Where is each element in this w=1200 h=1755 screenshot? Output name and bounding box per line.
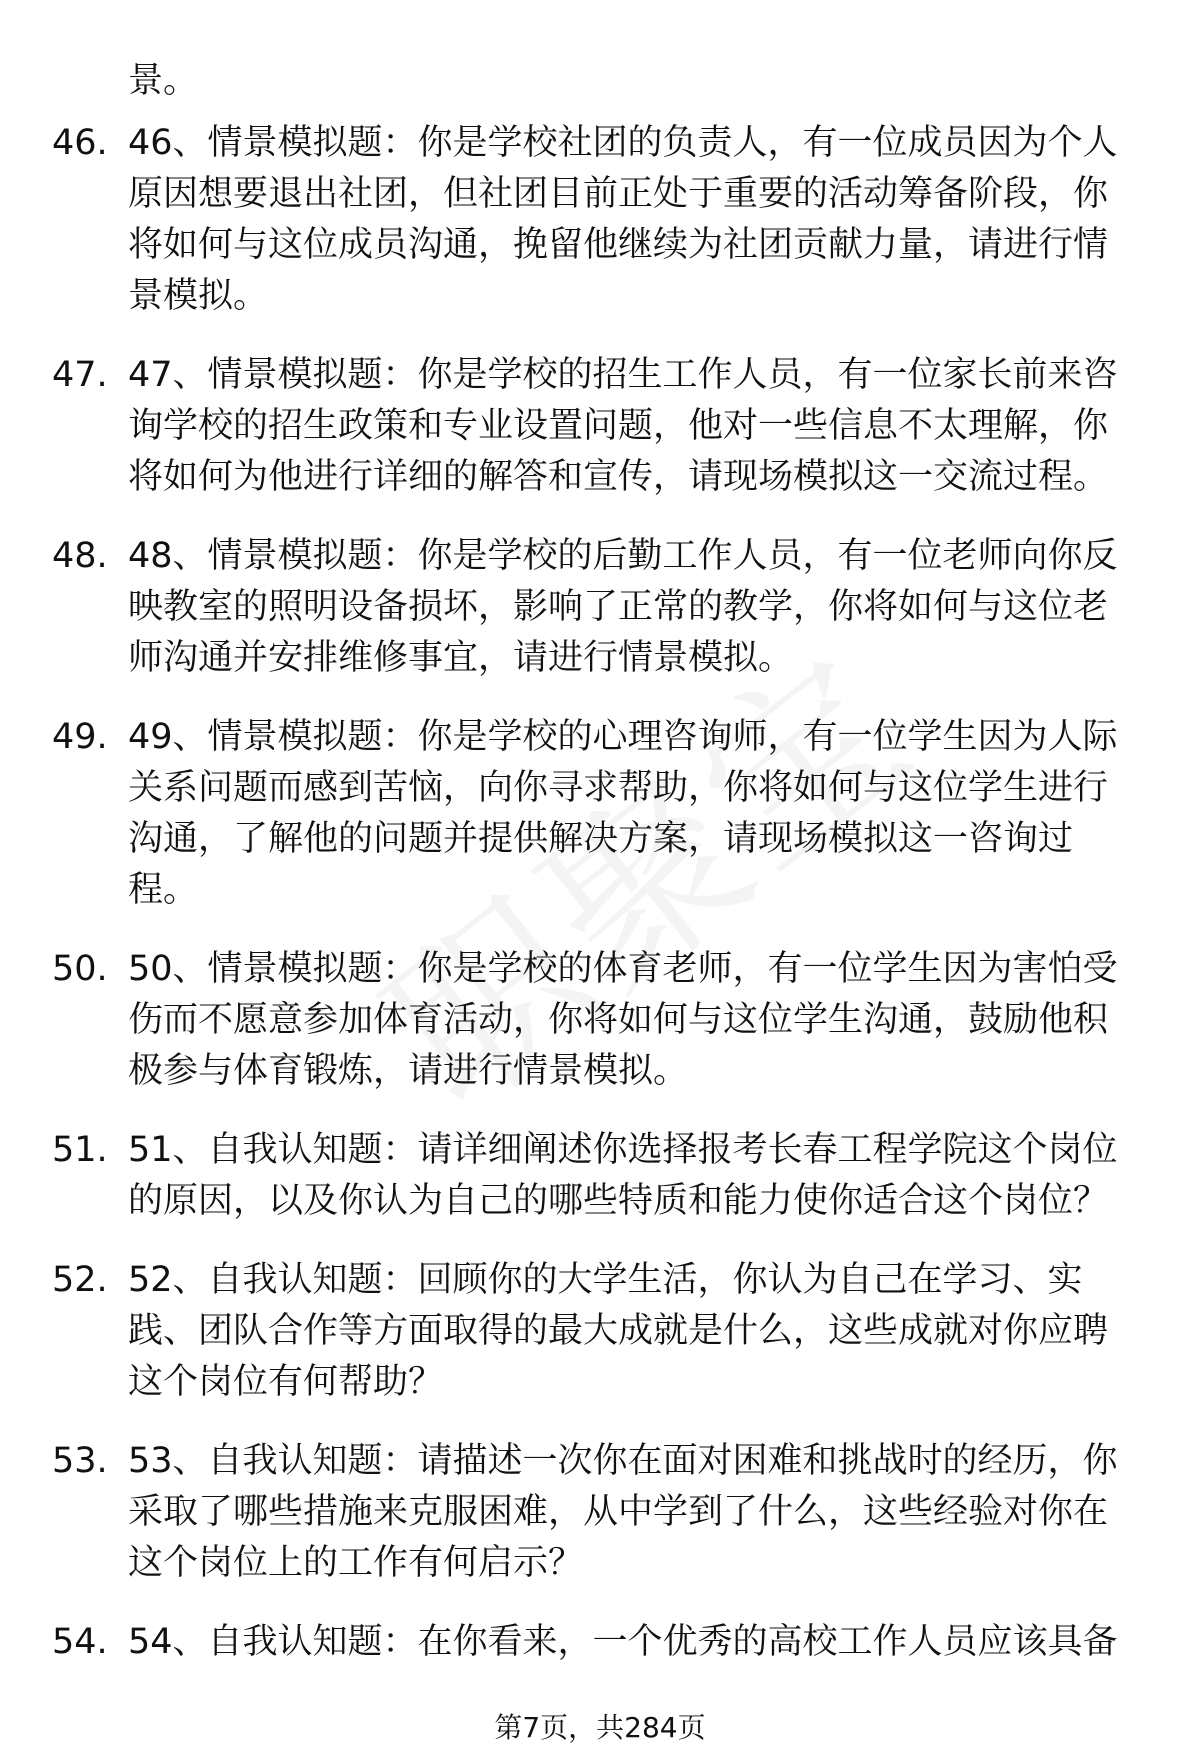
- list-item: [0, 944, 1200, 1097]
- list-item: [0, 350, 1200, 503]
- item-number: 48.: [52, 536, 108, 576]
- item-number: 52.: [52, 1260, 108, 1300]
- item-text: 49、情景模拟题：你是学校的心理咨询师，有一位学生因为人际关系问题而感到苦恼，向你寻求帮助，你将如何与这位学生进行沟通，了解他的问题并提供解决方案，请现场模拟这一咨询过程。: [128, 717, 1118, 910]
- item-text: 47、情景模拟题：你是学校的招生工作人员，有一位家长前来咨询学校的招生政策和专业设置问题，他对一些信息不太理解，你将如何为他进行详细的解答和宣传，请现场模拟这一交流过程。: [128, 355, 1118, 497]
- continuation-text: 景。: [128, 61, 199, 101]
- list-item: [0, 118, 1200, 322]
- list-item: [0, 1125, 1200, 1227]
- item-number: 47.: [52, 355, 108, 395]
- item-number: 54.: [52, 1622, 108, 1662]
- list-item: [0, 1436, 1200, 1589]
- list-item: [0, 1255, 1200, 1408]
- item-number: 50.: [52, 949, 108, 989]
- item-text: 54、自我认知题：在你看来，一个优秀的高校工作人员应该具备: [128, 1622, 1118, 1662]
- item-number: 53.: [52, 1441, 108, 1481]
- item-text: 53、自我认知题：请描述一次你在面对困难和挑战时的经历，你采取了哪些措施来克服困难，从中学到了什么，这些经验对你在这个岗位上的工作有何启示？: [128, 1441, 1118, 1583]
- item-text: 51、自我认知题：请详细阐述你选择报考长春工程学院这个岗位的原因，以及你认为自己的哪些特质和能力使你适合这个岗位？: [128, 1130, 1118, 1221]
- item-text: 46、情景模拟题：你是学校社团的负责人，有一位成员因为个人原因想要退出社团，但社团目前正处于重要的活动筹备阶段，你将如何与这位成员沟通，挽留他继续为社团贡献力量，请进行情景模拟。: [128, 123, 1118, 316]
- list-item: [0, 1617, 1200, 1668]
- item-number: 49.: [52, 717, 108, 757]
- item-number: 51.: [52, 1130, 108, 1170]
- list-item: [0, 712, 1200, 916]
- question-list: [0, 118, 1200, 1696]
- list-item: [0, 531, 1200, 684]
- item-text: 50、情景模拟题：你是学校的体育老师，有一位学生因为害怕受伤而不愿意参加体育活动，你将如何与这位学生沟通，鼓励他积极参与体育锻炼，请进行情景模拟。: [128, 949, 1118, 1091]
- item-number: 46.: [52, 123, 108, 163]
- page-footer: 第7页，共284页: [494, 1711, 706, 1744]
- item-text: 48、情景模拟题：你是学校的后勤工作人员，有一位老师向你反映教室的照明设备损坏，影响了正常的教学，你将如何与这位老师沟通并安排维修事宜，请进行情景模拟。: [128, 536, 1118, 678]
- item-text: 52、自我认知题：回顾你的大学生活，你认为自己在学习、实践、团队合作等方面取得的最大成就是什么，这些成就对你应聘这个岗位有何帮助？: [128, 1260, 1109, 1402]
